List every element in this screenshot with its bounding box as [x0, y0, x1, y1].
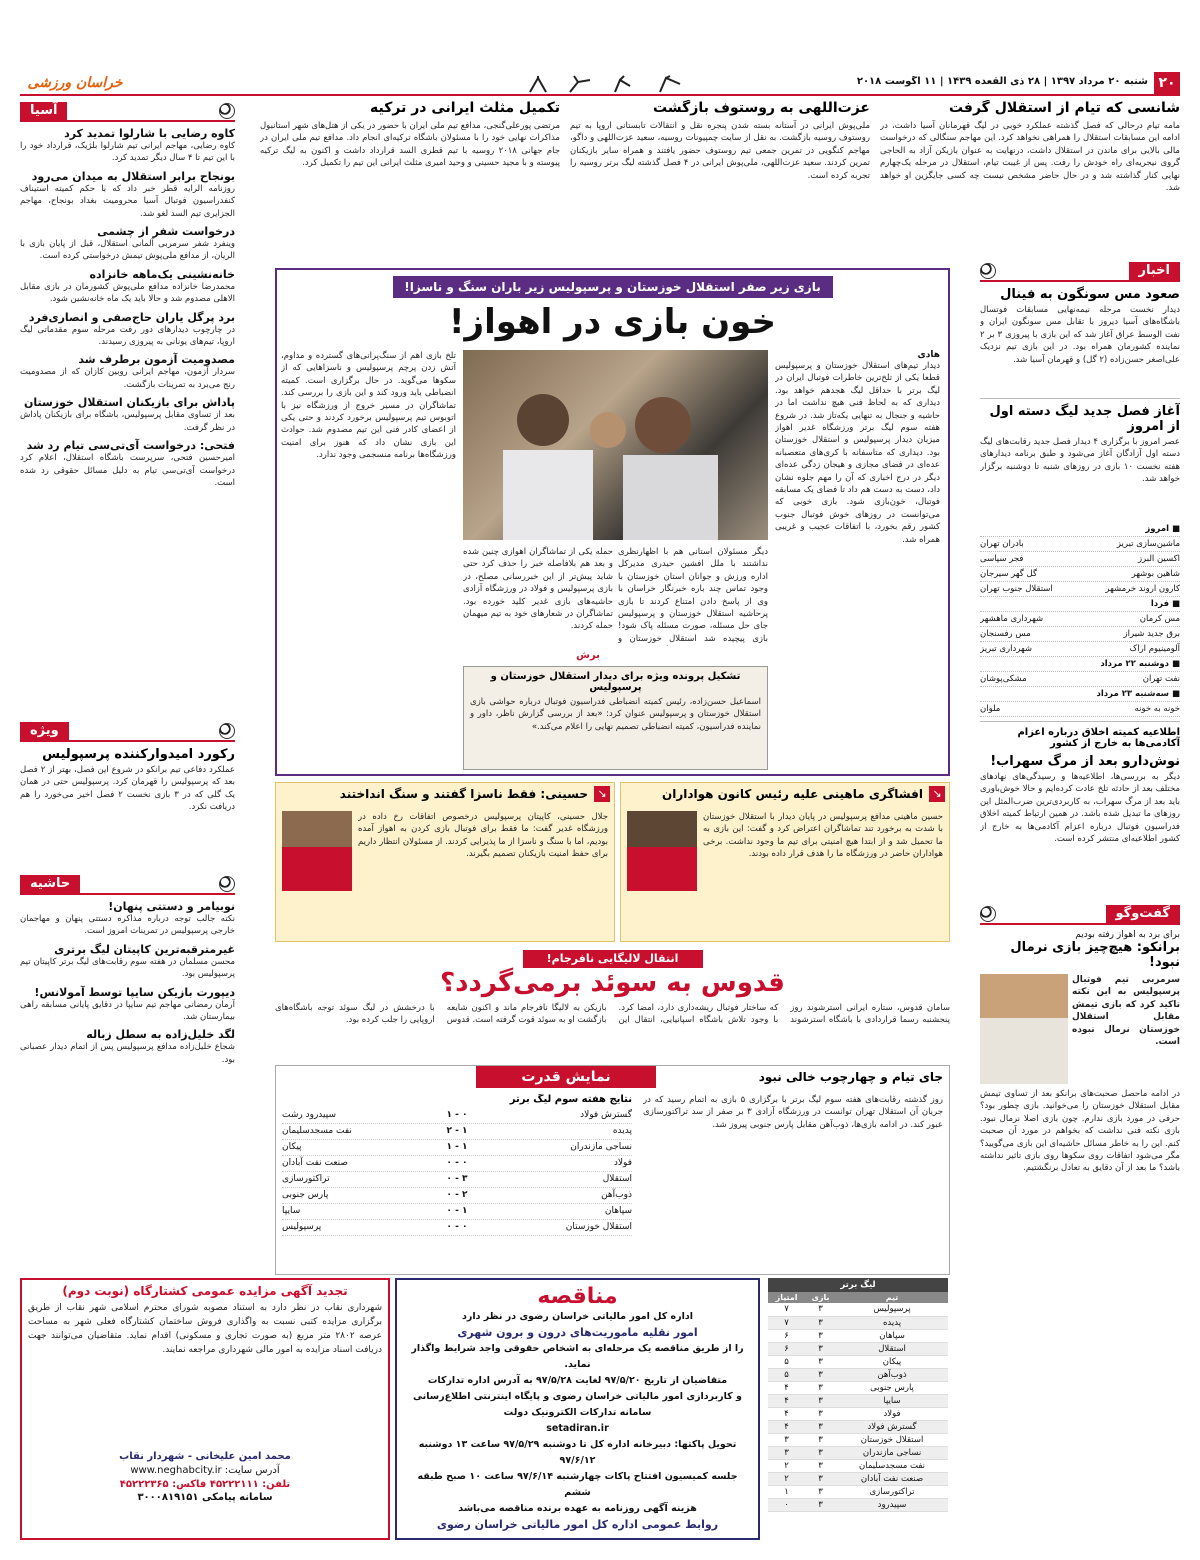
section-tag-gofto: [980, 905, 1180, 925]
away-team: سپیدرود رشت: [282, 1110, 336, 1120]
interview-title: برانکو: هیچ‌چیز بازی نرمال نبود!: [1010, 940, 1180, 970]
table-row: [768, 1355, 948, 1368]
team-home: نفت تهران: [1142, 674, 1180, 684]
main-kicker: بازی زیر صفر استقلال خوزستان و پرسپولیس زیر باران سنگ و ناسزا!: [393, 276, 833, 298]
team-away: شهرداری تبریز: [980, 644, 1033, 654]
table-row: [768, 1342, 948, 1355]
result-row: [282, 1140, 632, 1156]
table-row: [768, 1433, 948, 1446]
table-cell: ۳: [768, 1433, 805, 1446]
interview-section: [980, 905, 1180, 1415]
table-cell: گسترش فولاد: [836, 1420, 948, 1433]
home-team: پدیده: [612, 1126, 632, 1136]
table-cell: ۳: [805, 1342, 836, 1355]
table-row: [768, 1420, 948, 1433]
table-row: [768, 1485, 948, 1498]
table-cell: ۴: [768, 1407, 805, 1420]
table-cell: ۳: [805, 1446, 836, 1459]
box-title: تشکیل پرونده ویژه برای دیدار استقلال خوزستان و پرسپولیس: [490, 671, 741, 693]
table-cell: ۳: [805, 1485, 836, 1498]
table-cell: ۲: [768, 1459, 805, 1472]
brief-title: رکورد امیدوارکننده پرسپولیس: [42, 747, 235, 762]
page-number: ۲۰: [1154, 72, 1180, 94]
table-row: [768, 1316, 948, 1329]
tender-title: مناقصه: [537, 1284, 618, 1309]
away-team: پرسپولیس: [282, 1222, 322, 1232]
author: هادی: [917, 350, 940, 360]
day-label: ■ دوشنبه ۲۲ مرداد: [1100, 659, 1180, 669]
score: ۰ - ۰: [446, 1222, 468, 1232]
standings-grid: [768, 1292, 948, 1512]
section-tag-vizhe: [20, 722, 235, 742]
main-headline: خون بازی در اهواز!: [449, 302, 776, 342]
team-away: فجر سپاسی: [980, 554, 1024, 564]
table-cell: ۳: [805, 1420, 836, 1433]
table-cell: ۳: [805, 1329, 836, 1342]
top-story-text: ملی‌پوش ایرانی در آستانه بسته شدن پنجره نقل و انتقالات تابستانی اروپا به تیم روستوف روسیه بازگشت. به نقل از سایت چمپیونات روسیه، سعید عزت‌اللهی و داگو، مهاجم کنگویی در تمرین جمعی تیم روستوف حضور یافتند و همراه سایر بازیکنان تمرین کردند. سعید عزت‌اللهی، ملی‌پوش ایرانی در ۴ فصل گذشته لیگ برتر روسیه را تجربه کرده است.: [570, 121, 870, 181]
main-story: [275, 268, 950, 776]
score: ۰ - ۰: [446, 1158, 468, 1168]
schedule-row: [980, 702, 1180, 717]
soccer-ball-icon: [219, 103, 235, 119]
hashieh-briefs: [20, 900, 235, 1066]
brief-text: عصر امروز با برگزاری ۴ دیدار فصل جدید رقابت‌های لیگ دسته اول آزادگان آغاز می‌شود و طبق برنامه دیدارهای هفته نخست ۱۰ بازی در روزهای شنبه تا دوشنبه برگزار خواهد شد.: [980, 437, 1180, 485]
tender-line: اداره کل امور مالیاتی خراسان رضوی در نظر دارد: [461, 1311, 694, 1322]
table-cell: ۰: [768, 1498, 805, 1511]
schedule-day: [980, 597, 1180, 612]
brief-text: نکته جالب توجه درباره مذاکره دستتی پنهان و مهاجمان خارجی پرسپولیس در تمرینات امروز است.: [20, 914, 235, 937]
schedule-row: [980, 642, 1180, 657]
section-label: آسیا: [20, 102, 67, 121]
brief-text: محسن مسلمان در هفته سوم رقابت‌های لیگ برتر کاپیتان تیم پرسپولیس بود.: [20, 956, 235, 980]
results-title: نتایج هفته سوم لیگ برتر: [509, 1094, 632, 1105]
table-cell: ۳: [805, 1381, 836, 1394]
score: ۱ - ۱: [446, 1142, 468, 1152]
table-row: [768, 1407, 948, 1420]
main-col-4: [281, 350, 456, 770]
auction-site: آدرس سایت: www.neghabcity.ir: [130, 1465, 280, 1476]
table-row: [768, 1329, 948, 1342]
top-story-2: [570, 100, 870, 260]
brief-title: نوبیامر و دستتی پنهان!: [108, 900, 235, 913]
tender-line: را از طریق مناقصه یک مرحله‌ای به اشخاص حقوقی واجد شرایط واگذار نماید.: [411, 1343, 744, 1370]
table-cell: ۶: [768, 1329, 805, 1342]
team-away: ملوان: [980, 704, 1001, 714]
team-home: شاهین بوشهر: [1131, 569, 1180, 579]
transfer-kicker: انتقال لالیگایی نافرجام!: [523, 950, 703, 968]
table-cell: ۳: [805, 1355, 836, 1368]
transfer-headline: قدوس به سوئد برمی‌گردد؟: [440, 968, 785, 998]
brief-text: محمدرضا خانزاده مدافع ملی‌پوش کشورمان در بازی مقابل الاهلی مصدوم شد و حالا باید یک ماه خانه‌نشین شود.: [20, 281, 235, 305]
brief-title: فتحی: درخواست آی‌تی‌سی تیام رد شد: [26, 439, 235, 453]
schedule-row: [980, 567, 1180, 582]
brief-title: مصدومیت آزمون برطرف شد: [78, 353, 235, 367]
player-photo: [282, 811, 352, 891]
team-home: آلومینیوم اراک: [1129, 644, 1180, 654]
team-away: گل گهر سیرجان: [980, 569, 1038, 579]
brief-text: امیرحسین فتحی، سرپرست باشگاه استقلال، اعلام کرد درخواست آی‌تی‌سی تیام به دلیل مسائل حقوقی رد شده است.: [20, 453, 235, 488]
schedule-row: [980, 582, 1180, 597]
table-row: [768, 1459, 948, 1472]
brief-text: کاوه رضایی، مهاجم ایرانی تیم شارلوا بلژیک، قرارداد خود را با این تیم تا ۴ سال دیگر تمدید کرد.: [20, 141, 235, 164]
auction-text: شهرداری نقاب در نظر دارد به استناد مصوبه شورای محترم اسلامی شهر نقاب از طریق برگزاری مزایده کتبی نسبت به واگذاری فروش ساختمان کشتارگاه فعلی شهر به مساحت عرصه ۲۸۰۲ متر مربع (به صورت تجاری و مسکونی) اقدام نماید. متقاضیان می‌توانند جهت دریافت اسناد مزایده به امور مالی شهرداری مراجعه نمایند.: [28, 1303, 382, 1355]
schedule-row: [980, 537, 1180, 552]
box-text: اسماعیل حسن‌زاده، رئیس کمیته انضباطی فدراسیون فوتبال درباره حواشی بازی استقلال خوزستان و پرسپولیس عنوان کرد: «بعد از بررسی گزارش ناظر، داور و نماینده فدراسیون، کمیته انضباطی تصمیم نهایی را اعلام می‌کند.»: [470, 697, 761, 732]
team-home: مس کرمان: [1139, 614, 1180, 624]
day-label: ■ سه‌شنبه ۲۳ مرداد: [1096, 689, 1180, 699]
schedule-row: [980, 552, 1180, 567]
away-team: پیکان: [282, 1142, 302, 1152]
home-team: ذوب‌آهن: [601, 1190, 632, 1200]
score: ۲ - ۰: [446, 1190, 468, 1200]
team-away: شهرداری ماهشهر: [980, 614, 1044, 624]
table-cell: ۳: [768, 1446, 805, 1459]
masthead: [20, 72, 1180, 96]
brief-text: روزنامه الرایه قطر خبر داد که با حکم کمیته استیناف کنفدراسیون فوتبال آسیا محرومیت بغداد بونجاح، مهاجم الجزایری تیم السد لغو شد.: [20, 183, 235, 219]
tender-line: و کاربردازی امور مالیاتی خراسان رضوی و پایگاه اینترنتی اطلاع‌رسانی سامانه تدارکات الکترونیک دولت: [413, 1391, 742, 1418]
table-cell: ۶: [768, 1342, 805, 1355]
home-team: سپاهان: [604, 1206, 632, 1216]
table-row: [768, 1368, 948, 1381]
power-text: روز گذشته رقابت‌های هفته سوم لیگ برتر با برگزاری ۵ بازی به اتمام رسید که در جریان آن استقلال تهران توانست در ورزشگاه آزادی ۳ بر صفر از سد تراکتورسازی عبور کند. در ادامه بازی‌ها، ذوب‌آهن مقابل پارس جنوبی پیروز شد.: [643, 1095, 943, 1130]
table-cell: پیکان: [836, 1355, 948, 1368]
table-cell: ۳: [805, 1407, 836, 1420]
score: ۳ - ۰: [446, 1174, 468, 1184]
team-away: مس رفسنجان: [980, 629, 1031, 639]
article-text: دیگر مسئولان استانی هم با اظهارنظری نداشتند با ملل افشین حیدری مدیرکل اداره ورزش و جوانان استان خوزستان با وجود تماس چند باره خبرنگار خراسان با وی از پاسخ دادن امتناع کردند تا بازی پرحاشیه استقلال خوزستان و پرسپولیس جای حل مسئله، صورت مسئله پاک شود! بازی پیچیده شد استقلال خوزستان و: [618, 547, 768, 644]
coach-photo: [980, 974, 1068, 1084]
table-cell: ۳: [805, 1472, 836, 1485]
result-row: [282, 1188, 632, 1204]
article-text: دیدار تیم‌های استقلال خوزستان و پرسپولیس قطعا یکی از تلخ‌ترین خاطرات فوتبال ایران در لیگ برتر با حداقل لیگ هجدهم خواهد بود. دیداری که به لحاظ فنی هیچ نداشت اما در حاشیه و جنجال به تنهایی یکه‌تاز شد. در شروع هفته سوم لیگ برتر ورزشگاه غدیر اهواز میزبان دیدار پرسپولیس و استقلال خوزستان بود. دیداری که متاسفانه با کری‌های متعصبانه عده‌ای در فضای مجازی و هیجان زدگی عده‌ای دیگر در درج اخباری که آن را مهم جلوه نشان داد، دست به دست هم داد تا فضای یک مسابقه فوتبال، خون‌بازی شود. بازی خوبی که می‌توانست در روزهای خوش فوتبال جنوب کشور رقم بخورد، با اتفاقات عجیب و غریبی همراه شد.: [775, 361, 940, 545]
table-header: بازی: [805, 1292, 836, 1303]
result-row: [282, 1172, 632, 1188]
left-column: [20, 102, 235, 722]
soccer-ball-icon: [980, 906, 996, 922]
team-away: بادران تهران: [980, 539, 1024, 549]
main-col-1: [775, 350, 940, 770]
table-cell: پرسپولیس: [836, 1303, 948, 1316]
box-title: افشاگری ماهینی علیه رئیس کانون هواداران: [661, 787, 923, 801]
table-cell: ۳: [805, 1498, 836, 1511]
transfer-story: [275, 950, 950, 1060]
soccer-ball-icon: [980, 263, 996, 279]
tender-lines: [397, 1309, 758, 1533]
table-cell: ۱: [768, 1485, 805, 1498]
asia-briefs: [20, 127, 235, 489]
schedule-row: [980, 612, 1180, 627]
power-label: نمایش قدرت: [476, 1066, 656, 1088]
interview-text: در ادامه ماحصل صحبت‌های برانکو بعد از تساوی تیمش مقابل استقلال خوزستان را می‌خوانید. بازی چطور بود؟ حرفی در مورد بازی ندارم. چون بازی اصلا نرمال نبود. بازی نکته فنی نداشت که بخواهم در مورد آن صحبت کنم. این را به خاطر مسائل حاشیه‌ای این بازی می‌گویید؟ مگر می‌شود اتفاقات روی سکوها روی بازی تاثیر نداشته باشد؟ ما بعد از آن دقایق به تعادل برنگشتیم.: [980, 1089, 1180, 1174]
table-cell: سپیدرود: [836, 1498, 948, 1511]
auction-ad: [20, 1278, 390, 1540]
table-row: [768, 1394, 948, 1407]
brief-text: عملکرد دفاعی تیم برانکو در شروع این فصل، بهتر از ۲ فصل بعد که پرسپولیس را قهرمان کرد. پرسپولیس حتی در همان یک گلی که در ۳ بازی نخست ۲ فصل اخیر می‌خورد را هم دریافت نکرد.: [20, 765, 235, 813]
table-cell: پدیده: [836, 1316, 948, 1329]
team-away: مشکی‌پوشان: [980, 674, 1027, 684]
arrow-icon: ↘: [594, 786, 610, 802]
mahini-box: [620, 782, 950, 942]
brief-title: صعود مس سونگون به فینال: [1000, 287, 1180, 302]
schedule-row: [980, 672, 1180, 687]
top-story-text: مامه تیام درحالی که فصل گذشته عملکرد خوبی در لیگ قهرمانان آسیا داشت، در ادامه این مسابقات استقلال را همراهی نخواهد کرد. این مهاجم سنگالی که درخواست مالی بالایی برای ماندن در استقلال داشت، درنهایت به عنوان بازیکن آزاد به الحاجی گروی نیجریه‌ای راه خودش را رفت. پس از غیبت تیام، استقلال در مرحله یک‌چهارم نهایی کنار گذاشته شد و در حال حاضر مشخص نیست چه کسی جایگزین او خواهد شد.: [880, 121, 1180, 194]
table-cell: صنعت نفت آبادان: [836, 1472, 948, 1485]
power-show: [275, 1065, 950, 1275]
brief-title: برد پرگل یاران حاج‌صفی و انصاری‌فرد: [28, 310, 235, 324]
section-label: اخبار: [1129, 262, 1181, 281]
table-cell: ۴: [768, 1381, 805, 1394]
tender-line: روابط عمومی اداره کل امور مالیاتی خراسان رضوی: [436, 1518, 719, 1531]
result-row: [282, 1124, 632, 1140]
brief-title: خانه‌نشینی یک‌ماهه خانزاده: [89, 267, 235, 281]
team-home: خونه به خونه: [1134, 704, 1180, 714]
section-tag-hashieh: [20, 875, 235, 895]
vizhe-section: [20, 722, 235, 872]
brief-title: دیپورت بازیکن سایپا توسط آمولانس!: [34, 985, 235, 999]
brief-text: سردار آزمون، مهاجم ایرانی روبین کازان که از مصدومیت رنج می‌برد به تمرینات بازگشت.: [20, 367, 235, 390]
table-cell: استقلال خوزستان: [836, 1433, 948, 1446]
table-cell: ۳: [805, 1303, 836, 1316]
article-text: حمله یکی از تماشاگران اهوازی چنین شده و بعد هم بلافاصله خبر را حذف کرد حتی شاید پیش‌تر از این خبررسانی مصلح، در بازی پرسپولیس و فولاد در ورزشگاه آزادی حاشیه‌های بازی غدیر کلید خورده بود. تماشاگران در شعارهای خود به تیم میهمان حمله کردند.: [463, 547, 613, 632]
table-cell: ۳: [805, 1368, 836, 1381]
table-cell: پارس جنوبی: [836, 1381, 948, 1394]
team-home: ماشین‌سازی تبریز: [1116, 539, 1180, 549]
table-row: [768, 1381, 948, 1394]
team-home: کارون اروند خرمشهر: [1105, 584, 1180, 594]
top-story-title: عزت‌اللهی به روستوف بازگشت: [653, 100, 870, 116]
home-team: گسترش فولاد: [580, 1110, 632, 1120]
brief-text: دیگر به بررسی‌ها، اطلاعیه‌ها و رسیدگی‌های نهادهای مختلف بعد از حادثه تلخ عادت کرده‌ایم و حالا خوش‌باوری باید بعد از مرگ سهراب، به کاربردی‌ترین ضرب‌المثل این روزهای ما تبدیل شده باشد. در همین ارتباط کمیته اخلاق فدراسیون فوتبال درباره اعزام آکادمی‌ها به خارج از کشور اطلاعیه‌ای منتشر کرده است.: [980, 772, 1180, 845]
brief-title: نوش‌دارو بعد از مرگ سهراب!: [990, 754, 1180, 769]
score: ۱ - ۰: [446, 1206, 468, 1216]
home-team: استقلال خوزستان: [565, 1222, 632, 1232]
table-cell: ۷: [768, 1316, 805, 1329]
table-header: امتیاز: [768, 1292, 805, 1303]
schedule-row: [980, 627, 1180, 642]
box-text: جلال حسینی، کاپیتان پرسپولیس درخصوص اتفاقات رخ داده در ورزشگاه غدیر گفت: ما فقط برای فوتبال بازی کردن به اهواز آمده بودیم، اما با سنگ و ناسزا از ما پذیرایی کردند. از مسئولان انتظار داریم برای حفظ امنیت بازیکنان تصمیم بگیرند.: [358, 812, 608, 860]
brief-title: آغاز فصل جدید لیگ دسته اول از امروز: [989, 404, 1180, 434]
auction-title: تجدید آگهی مزایده عمومی کشتارگاه (نوبت دوم): [62, 1284, 348, 1298]
table-cell: ۴: [768, 1420, 805, 1433]
score: ۱ - ۲: [446, 1126, 468, 1136]
team-home: اکسین البرز: [1137, 554, 1180, 564]
tender-line: جلسه کمیسیون افتتاح پاکات چهارشنبه ۹۷/۶/۱۴ ساعت ۱۰ صبح طبقه ششم: [417, 1471, 738, 1498]
match-photo: [463, 350, 768, 540]
away-team: تراکتورسازی: [282, 1174, 330, 1184]
auction-phone: تلفن: ۴۵۲۲۲۱۱۱ فاکس: ۴۵۲۲۲۳۶۵: [119, 1479, 291, 1490]
main-col-2: [618, 546, 768, 646]
table-row: [768, 1498, 948, 1511]
brief-text: دیدار نخست مرحله نیمه‌نهایی مسابقات فوتسال باشگاه‌های آسیا دیروز با تقابل مس سونگون ایران و نفت الوسط عراق آغاز شد که این بازی با پیروزی ۳ بر ۲ نماینده کشورمان همراه بود. در این بازی تیم نزدیک علی‌اصغر حسن‌زاده (۲ گل) و قهرمان آسیا شد.: [980, 305, 1180, 365]
table-row: [768, 1446, 948, 1459]
brief-title: لگد خلیل‌زاده به سطل زباله: [86, 1028, 235, 1042]
table-cell: ۳: [805, 1459, 836, 1472]
table-row: [768, 1472, 948, 1485]
brief-text: وینفرد شفر سرمربی آلمانی استقلال، قبل از پایان بازی با الریان، از مدافع ملی‌پوش تیمش درخواستی کرده است.: [20, 239, 235, 262]
auction-sign: محمد امین علیخانی - شهردار نقاب: [119, 1451, 291, 1462]
section-label: حاشیه: [20, 875, 80, 894]
result-row: [282, 1204, 632, 1220]
hosseini-box: [275, 782, 615, 942]
brand-logo: خراسان ورزشی: [27, 75, 123, 91]
table-cell: تراکتورسازی: [836, 1485, 948, 1498]
results-panel: [282, 1094, 632, 1270]
away-team: نفت مسجدسلیمان: [282, 1126, 352, 1136]
section-label: ویژه: [20, 722, 69, 741]
tender-line: هزینه آگهی روزنامه به عهده برنده مناقصه می‌باشد: [458, 1503, 697, 1514]
top-story-text: مرتضی پورعلی‌گنجی، مدافع تیم ملی ایران با حضور در یکی از هتل‌های شهر استانبول مذاکرات نهایی خود را با مسئولان باشگاه ترکیه‌ای انجام داد. مدافع تیم ملی ایران در جام جهانی ۲۰۱۸ روسیه با تیم قطری السد قرارداد داشت و اکنون به لیگ ترکیه پیوسته و با مجید حسینی و وحید امیری مثلث ایرانی این تیم را تکمیل کرد.: [260, 121, 560, 169]
brief-title: غیرمترقبه‌ترین کاپیتان لیگ برتری: [54, 942, 235, 956]
arrow-icon: ↘: [929, 786, 945, 802]
away-team: پارس جنوبی: [282, 1190, 329, 1200]
result-row: [282, 1108, 632, 1124]
interview-kicker: برای برد به اهواز رفته بودیم: [1075, 930, 1180, 940]
table-cell: ۷: [768, 1303, 805, 1316]
table-cell: ۴: [768, 1394, 805, 1407]
schedule-day: [980, 657, 1180, 672]
soccer-ball-icon: [219, 876, 235, 892]
brief-text: شجاع خلیل‌زاده مدافع پرسپولیس پس از اتمام دیدار عصبانی بود.: [20, 1042, 235, 1065]
power-subtitle: جای تیام و چهارچوب خالی نبود: [758, 1070, 943, 1084]
table-cell: ۳: [805, 1394, 836, 1407]
day-label: ■ فردا: [1150, 599, 1180, 609]
table-row: [768, 1303, 948, 1316]
tender-ad: [395, 1278, 760, 1540]
top-story-title: تکمیل مثلث ایرانی در ترکیه: [370, 100, 560, 116]
home-team: استقلال: [602, 1174, 632, 1184]
brief-title: بونجاح برابر استقلال به میدان می‌رود: [31, 169, 235, 183]
tender-line: setadiran.ir: [546, 1423, 609, 1434]
player-photo: [627, 811, 697, 891]
brief-text: در چارچوب دیدارهای دور رفت مرحله سوم مقدماتی لیگ اروپا، تیم‌های یونانی به پیروزی رسیدند.: [20, 324, 235, 348]
section-tag-akhbar: [980, 262, 1180, 282]
home-team: نساجی مازندران: [570, 1142, 632, 1152]
table-cell: ۲: [768, 1472, 805, 1485]
table-cell: ۳: [805, 1433, 836, 1446]
table-cell: ۵: [768, 1355, 805, 1368]
brief-text: آرمان رمضانی مهاجم تیم سایپا در دقایق پایانی مسابقه راهی بیمارستان شد.: [20, 999, 235, 1023]
table-cell: نساجی مازندران: [836, 1446, 948, 1459]
table-cell: سپاهان: [836, 1329, 948, 1342]
result-row: [282, 1156, 632, 1172]
standings-title: لیگ برتر: [768, 1278, 948, 1292]
auction-sms: سامانه پیامکی ۳۰۰۰۸۱۹۱۵۱: [137, 1492, 273, 1503]
main-col-3: [463, 546, 613, 646]
table-cell: ۵: [768, 1368, 805, 1381]
committee-box: [463, 666, 768, 770]
tender-line: تحویل پاکتها: دبیرخانه اداره کل تا دوشنبه ۹۷/۵/۲۹ ساعت ۱۳ دوشنبه ۹۷/۶/۱۲: [418, 1439, 737, 1466]
team-away: استقلال جنوب تهران: [980, 584, 1053, 594]
top-story-title: شانسی که تیام از استقلال گرفت: [948, 100, 1180, 116]
table-cell: سایپا: [836, 1394, 948, 1407]
brief-title: درخواست شفر از چشمی: [97, 225, 235, 239]
table-cell: فولاد: [836, 1407, 948, 1420]
home-team: فولاد: [613, 1158, 632, 1168]
result-row: [282, 1220, 632, 1236]
issue-date: شنبه ۲۰ مرداد ۱۳۹۷ | ۲۸ ذی القعده ۱۴۳۹ | ۱۱ آگوست ۲۰۱۸: [856, 76, 1148, 87]
box-text: حسین ماهینی مدافع پرسپولیس در پایان دیدار با استقلال خوزستان با شدت به برخورد تند تماشاگران اعتراض کرد و گفت: این بازی به ما تحمیل شد و از ابتدا هیچ امنیتی برای تیم ما وجود نداشت. برخی هواداران حاضر در ورزشگاه ما را هدف قرار داده بودند.: [703, 812, 943, 860]
table-header: تیم: [836, 1292, 948, 1303]
table-cell: نفت مسجدسلیمان: [836, 1459, 948, 1472]
away-team: صنعت نفت آبادان: [282, 1158, 349, 1168]
schedule-day: [980, 687, 1180, 702]
soccer-ball-icon: [219, 723, 235, 739]
tender-line: متقاضیان از تاریخ ۹۷/۵/۲۰ لغایت ۹۷/۵/۲۸ به آدرس اداره تدارکات: [427, 1375, 728, 1386]
schedule-day: [980, 522, 1180, 537]
table-cell: استقلال: [836, 1342, 948, 1355]
brief-title: اطلاعیه کمیته اخلاق درباره اعزام آکادمی‌ها به خارج از کشور: [1017, 727, 1180, 749]
team-home: برق جدید شیراز: [1123, 629, 1180, 639]
fixture-schedule: [980, 522, 1180, 717]
barsh-label: برش: [576, 650, 600, 661]
tender-line: امور نقلیه ماموریت‌های درون و برون شهری: [457, 1326, 698, 1339]
section-label: گفت‌وگو: [1106, 905, 1180, 924]
top-story-1: [880, 100, 1180, 260]
transfer-text: سامان قدوس، ستاره ایرانی استرشوند روز پنجشنبه رسما قراردادی با باشگاه استرشوند که ساختار فوتبال ریشه‌داری دارد، امضا کرد. با وجود تلاش باشگاه اسپانیایی، انتقال این بازیکن به لالیگا نافرجام ماند و اکنون شایعه بازگشت او به سوئد قوت گرفته است. قدوس با درخشش در لیگ سوئد توجه باشگاه‌های اروپایی را جلب کرده بود.: [275, 1003, 950, 1026]
brief-title: کاوه رضایی با شارلوا تمدید کرد: [64, 127, 235, 140]
results-list: [282, 1108, 632, 1236]
box-title: حسینی: فقط ناسزا گفتند و سنگ انداختند: [339, 787, 588, 801]
top-story-3: [260, 100, 560, 260]
day-label: ■ امروز: [1145, 524, 1180, 534]
brief-text: بعد از تساوی مقابل پرسپولیس، باشگاه برای بازیکنان پاداش در نظر گرفت.: [20, 410, 235, 433]
away-team: سایپا: [282, 1206, 301, 1216]
score: ۰ - ۱: [446, 1110, 468, 1120]
table-cell: ۳: [805, 1316, 836, 1329]
standings-table: [768, 1278, 948, 1538]
article-text: تلخ بازی اهم از سنگ‌پرانی‌های گسترده و مداوم، آتش زدن پرچم پرسپولیس و ناسزاهایی که از سکوها می‌گوید. در حال برگزاری است. کمیته انضباطی باید ورود کند و این بازی را بررسی کند. تماشاگران در مسیر خروج از ورزشگاه نیز با اتوبوس تیم پرسپولیس برخورد کردند و حتی یکی از اعضای کادر فنی این تیم مصدوم شد. حوادث این بازی نشان داد که هنوز برای امنیت ورزشگاه‌ها برنامه منسجمی وجود ندارد.: [281, 351, 456, 461]
sport-figures-decoration: [520, 74, 700, 94]
interview-lead: سرمربی تیم فوتبال پرسپولیس به این نکته تاکید کرد که بازی تیمش مقابل استقلال خوزستان نرمال نبوده است.: [1072, 975, 1180, 1048]
brief-title: پاداش برای بازیکنان استقلال خوزستان: [23, 396, 235, 410]
table-cell: ذوب‌آهن: [836, 1368, 948, 1381]
section-tag-asia: [20, 102, 235, 122]
